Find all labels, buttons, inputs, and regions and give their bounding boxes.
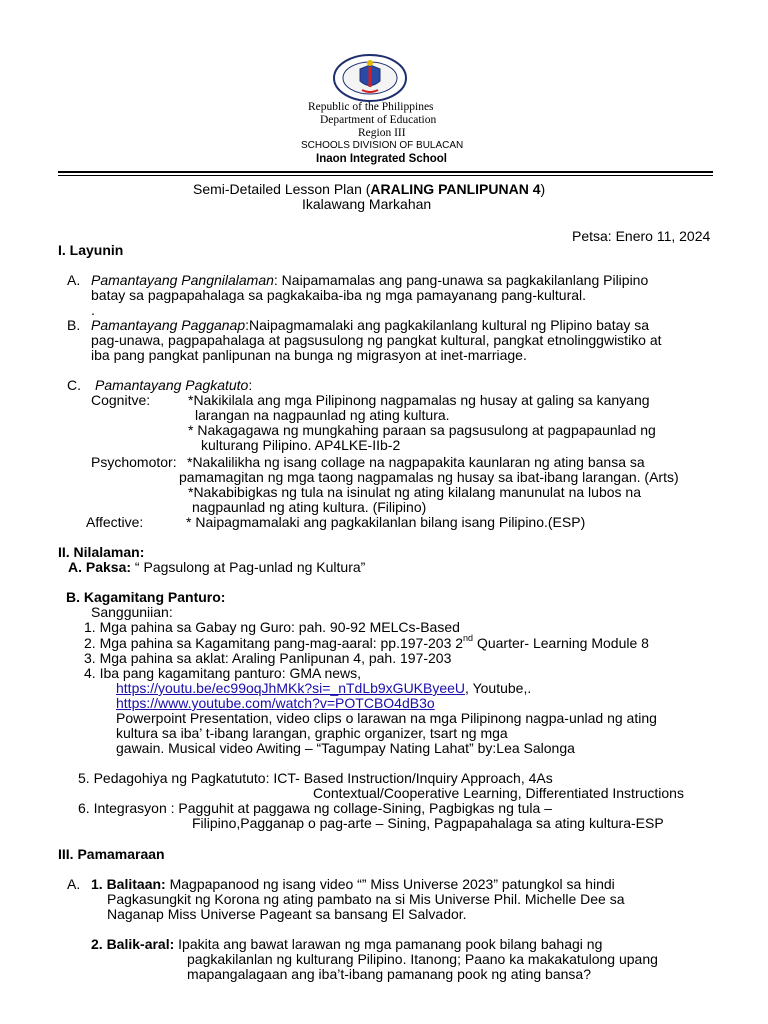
- header-department: Department of Education: [320, 114, 437, 126]
- sanggunian-item-2: 2. Mga pahina sa Kagamitang pang-mag-aaral: pp.197-203 2nd Quarter- Learning Module 8: [84, 633, 649, 651]
- deped-seal: [332, 54, 408, 102]
- layunin-a-letter: A.: [67, 272, 81, 288]
- layunin-a-dot: .: [91, 302, 95, 318]
- section-nilalaman-heading: II. Nilalaman:: [58, 544, 145, 560]
- quarter-label: Ikalawang Markahan: [302, 196, 432, 212]
- layunin-b-line1: Pamantayang Pagganap:Naipagmamalaki ang pagkakilanlang kultural ng Plipino batay sa: [91, 317, 650, 333]
- cognitive-1a: *Nakikilala ang mga Pilipinong nagpamalas ng husay at galing sa kanyang: [188, 392, 650, 408]
- psychomotor-2a: *Nakabibigkas ng tula na isinulat ng ating kilalang manunulat na lubos na: [188, 484, 641, 500]
- header-republic: Republic of the Philippines: [308, 101, 434, 113]
- balitaan-line3: Naganap Miss Universe Pageant sa bansang El Salvador.: [107, 906, 467, 922]
- layunin-a-line1: Pamantayang Pangnilalaman: Naipamamalas ang pang-unawa sa pagkakilanlang Pilipino: [91, 272, 649, 288]
- section-pamamaraan-heading: III. Pamamaraan: [58, 846, 165, 862]
- pedagohiya-line1: 5. Pedagohiya ng Pagkatututo: ICT- Based Instruction/Inquiry Approach, 4As: [78, 770, 553, 786]
- layunin-b-line3: iba pang pangkat panlipunan na bunga ng migrasyon at inet-marriage.: [91, 347, 527, 363]
- layunin-c-label: Pamantayang Pagkatuto:: [95, 377, 253, 393]
- sanggunian-label: Sangguniian:: [91, 604, 173, 620]
- psychomotor-2b: nagpaunlad ng ating kultura. (Filipino): [192, 499, 427, 515]
- sanggunian-item-4d: kultura sa iba’ t-ibang larangan, graphic organizer, tsart ng mga: [116, 725, 508, 741]
- pamamaraan-a-letter: A.: [67, 876, 81, 892]
- lesson-plan-title: Semi-Detailed Lesson Plan (ARALING PANLIPUNAN 4): [193, 181, 546, 197]
- psychomotor-1a: *Nakalilikha ng isang collage na nagpapakita kaunlaran ng ating bansa sa: [187, 454, 645, 470]
- header-rule-thin: [58, 175, 713, 176]
- balik-aral-line2: pagkakilanlan ng kulturang Pilipino. Itanong; Paano ka makakatulong upang: [187, 951, 658, 967]
- deped-seal-icon: [332, 54, 408, 102]
- pedagohiya-line2: Contextual/Cooperative Learning, Differentiated Instructions: [313, 785, 684, 801]
- header-rule-thick: [58, 171, 713, 173]
- affective-1: * Naipagmamalaki ang pagkakilanlan bilang isang Pilipino.(ESP): [186, 514, 586, 530]
- kagamitang-panturo-label: B. Kagamitang Panturo:: [66, 589, 226, 605]
- youtube-link-2-line: [116, 696, 435, 711]
- youtube-link-2[interactable]: https://www.youtube.com/watch?v=POTCBO4dB3o: [116, 695, 435, 711]
- header-school: Inaon Integrated School: [316, 153, 447, 165]
- integrasyon-line2: Filipino,Pagganap o pag-arte – Sining, Pagpapahalaga sa ating kultura-ESP: [192, 815, 664, 831]
- cognitive-label: Cognitve:: [91, 392, 151, 408]
- header-region: Region III: [358, 127, 406, 139]
- date-label: Petsa: Enero 11, 2024: [572, 228, 711, 244]
- affective-label: Affective:: [86, 514, 144, 530]
- integrasyon-line1: 6. Integrasyon : Pagguhit at paggawa ng collage-Sining, Pagbigkas ng tula –: [78, 800, 552, 816]
- cognitive-1b: larangan na nagpaunlad ng ating kultura.: [195, 407, 450, 423]
- layunin-b-letter: B.: [67, 317, 81, 333]
- psychomotor-1b: pamamagitan ng mga taong nagpamalas ng husay sa ibat-ibang larangan. (Arts): [179, 469, 679, 485]
- sanggunian-item-4e: gawain. Musical video Awiting – “Tagumpay Nating Lahat” by:Lea Salonga: [116, 740, 575, 756]
- sanggunian-item-4: 4. Iba pang kagamitang panturo: GMA news,: [84, 665, 362, 681]
- layunin-b-line2: pag-unawa, pagpapahalaga at pagsusulong ng pangkat kultural, pangkat etnolinggwistiko at: [91, 332, 662, 348]
- paksa-line: A. Paksa: “ Pagsulong at Pag-unlad ng Kultura”: [68, 559, 366, 575]
- balik-aral-line3: mapangalagaan ang iba’t-ibang pamanang pook ng ating bansa?: [187, 966, 591, 982]
- section-layunin-heading: I. Layunin: [58, 242, 124, 258]
- sanggunian-item-3: 3. Mga pahina sa aklat: Araling Panlipunan 4, pah. 197-203: [84, 650, 452, 666]
- sanggunian-item-4c: Powerpoint Presentation, video clips o larawan na mga Pilipinong nagpa-unlad ng ating: [116, 710, 657, 726]
- layunin-a-line2: batay sa pagpapahalaga sa pagkakaiba-iba ng mga pamayanang pang-kultural.: [91, 287, 587, 303]
- header-division: SCHOOLS DIVISION OF BULACAN: [301, 140, 464, 151]
- balik-aral-line1: 2. Balik-aral: Ipakita ang bawat larawan ng mga pamanang pook bilang bahagi ng: [91, 936, 603, 952]
- youtube-link-1[interactable]: https://youtu.be/ec99oqJhMKk?si=_nTdLb9xGUKByeeU: [116, 680, 466, 696]
- cognitive-2a: * Nakagagawa ng mungkahing paraan sa pagsusulong at pagpapaunlad ng: [188, 422, 656, 438]
- sanggunian-item-1: 1. Mga pahina sa Gabay ng Guro: pah. 90-92 MELCs-Based: [84, 619, 460, 635]
- balitaan-line1: 1. Balitaan: Magpapanood ng isang video “” Miss Universe 2023” patungkol sa hindi: [91, 876, 615, 892]
- layunin-c-letter: C.: [67, 377, 81, 393]
- youtube-link-1-line: https://youtu.be/ec99oqJhMKk?si=_nTdLb9xGUKByeeU, Youtube,.: [116, 680, 532, 696]
- cognitive-2b: kulturang Pilipino. AP4LKE-IIb-2: [201, 437, 401, 453]
- psychomotor-label: Psychomotor:: [91, 454, 177, 470]
- balitaan-line2: Pagkasungkit ng Korona ng ating pambato na si Mis Universe Phil. Michelle Dee sa: [107, 891, 625, 907]
